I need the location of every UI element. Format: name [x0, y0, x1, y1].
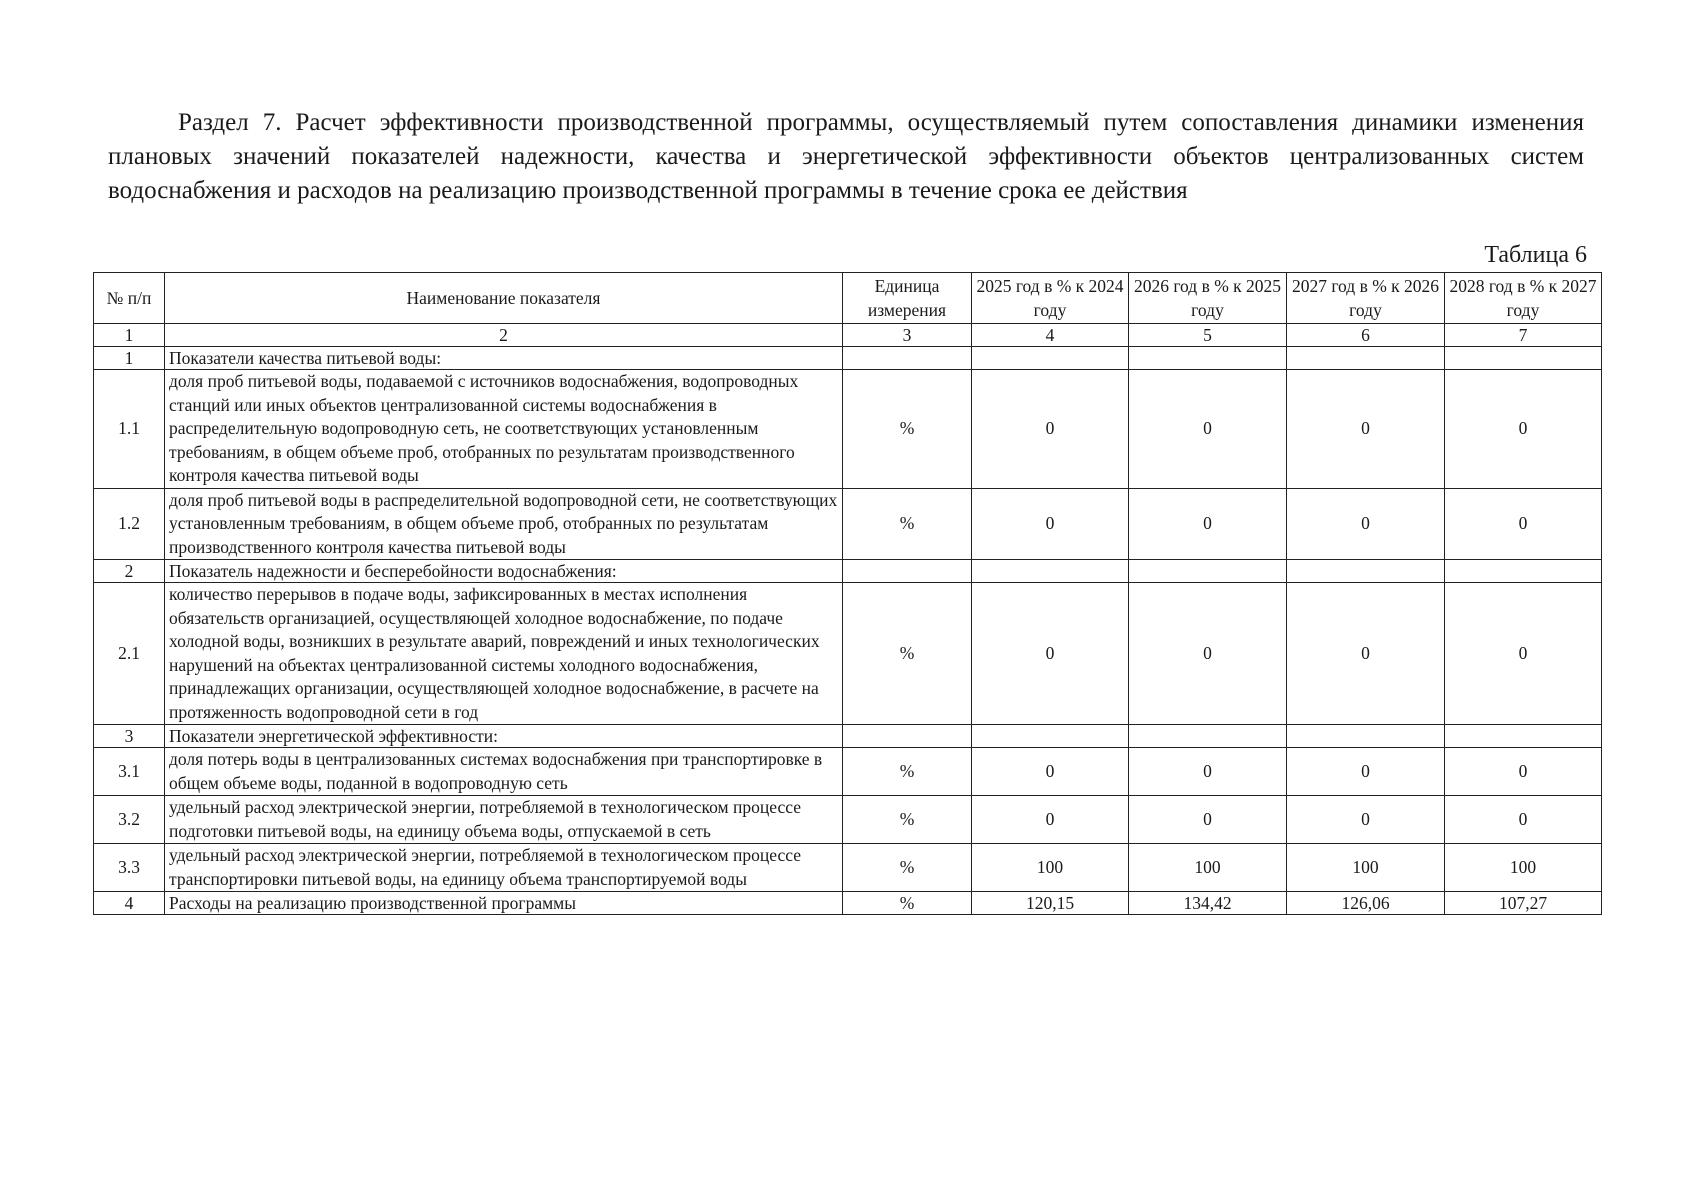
row-value-2026 [1129, 725, 1287, 748]
row-value-2027: 0 [1287, 370, 1445, 489]
row-value-2027 [1287, 725, 1445, 748]
table-header-row [94, 273, 1602, 324]
table-row [94, 488, 1602, 560]
row-indicator-name: доля проб питьевой воды, подаваемой с источников водоснабжения, водопроводных станций или иных объектов централизованной системы водоснабжения в распределительную водопроводную сеть, не соответствующих установленным требованиям, в общем объеме проб, отобранных по результатам производственного контроля качества питьевой воды [165, 370, 843, 489]
table-row [94, 347, 1602, 370]
column-number: 5 [1129, 324, 1287, 347]
row-num: 1.2 [94, 488, 165, 560]
row-value-2028: 0 [1445, 370, 1602, 489]
header-2025: 2025 год в % к 2024 году [972, 273, 1129, 324]
row-indicator-name: удельный расход электрической энергии, потребляемой в технологическом процессе транспортировки питьевой воды, на единицу объема транспортируемой воды [165, 844, 843, 892]
row-value-2028: 0 [1445, 488, 1602, 560]
row-indicator-name: доля потерь воды в централизованных системах водоснабжения при транспортировке в общем объеме воды, поданной в водопроводную сеть [165, 748, 843, 796]
row-value-2027: 100 [1287, 844, 1445, 892]
row-unit: % [843, 844, 972, 892]
row-indicator-name: доля проб питьевой воды в распределительной водопроводной сети, не соответствующих установленным требованиям, в общем объеме проб, отобранных по результатам производственного контроля качества питьевой воды [165, 488, 843, 560]
row-value-2027: 0 [1287, 796, 1445, 844]
table-row [94, 892, 1602, 915]
row-indicator-name: Показатель надежности и бесперебойности водоснабжения: [165, 560, 843, 583]
table-row [94, 583, 1602, 725]
table-row [94, 796, 1602, 844]
header-num: № п/п [94, 273, 165, 324]
row-value-2028: 100 [1445, 844, 1602, 892]
row-num: 3.3 [94, 844, 165, 892]
row-value-2025: 100 [972, 844, 1129, 892]
row-value-2028 [1445, 347, 1602, 370]
row-value-2027: 0 [1287, 583, 1445, 725]
row-value-2027 [1287, 560, 1445, 583]
table-body [94, 324, 1602, 915]
column-number: 4 [972, 324, 1129, 347]
header-2028: 2028 год в % к 2027 году [1445, 273, 1602, 324]
row-value-2026: 134,42 [1129, 892, 1287, 915]
table-row [94, 748, 1602, 796]
row-value-2025 [972, 725, 1129, 748]
row-unit: % [843, 748, 972, 796]
row-value-2026 [1129, 560, 1287, 583]
row-value-2027 [1287, 347, 1445, 370]
table-row [94, 370, 1602, 489]
row-num: 2 [94, 560, 165, 583]
row-unit [843, 347, 972, 370]
column-number: 7 [1445, 324, 1602, 347]
column-number: 2 [165, 324, 843, 347]
row-value-2027: 0 [1287, 748, 1445, 796]
section-heading: Раздел 7. Расчет эффективности производственной программы, осуществляемый путем сопоставления динамики изменения плановых значений показателей надежности, качества и энергетической эффективности объектов централизованных систем водоснабжения и расходов на реализацию производственной программы в течение срока ее действия [108, 109, 1584, 204]
row-value-2025 [972, 560, 1129, 583]
row-value-2026: 0 [1129, 796, 1287, 844]
row-num: 2.1 [94, 583, 165, 725]
row-unit: % [843, 583, 972, 725]
column-number: 3 [843, 324, 972, 347]
row-value-2028: 0 [1445, 583, 1602, 725]
efficiency-table [93, 272, 1602, 915]
row-num: 4 [94, 892, 165, 915]
row-value-2026: 100 [1129, 844, 1287, 892]
column-number: 6 [1287, 324, 1445, 347]
row-unit [843, 560, 972, 583]
row-value-2026: 0 [1129, 370, 1287, 489]
row-indicator-name: количество перерывов в подаче воды, зафиксированных в местах исполнения обязательств организацией, осуществляющей холодное водоснабжение, по подаче холодной воды, возникших в результате аварий, повреждений и иных технологических нарушений на объектах централизованной системы холодного водоснабжения, принадлежащих организации, осуществляющей холодное водоснабжение, в расчете на протяженность водопроводной сети в год [165, 583, 843, 725]
row-value-2025: 120,15 [972, 892, 1129, 915]
row-value-2025 [972, 347, 1129, 370]
row-indicator-name: Показатели энергетической эффективности: [165, 725, 843, 748]
row-value-2028 [1445, 725, 1602, 748]
row-unit [843, 725, 972, 748]
row-unit: % [843, 488, 972, 560]
row-num: 3.2 [94, 796, 165, 844]
row-num: 1 [94, 347, 165, 370]
table-row [94, 844, 1602, 892]
row-value-2026: 0 [1129, 488, 1287, 560]
header-2026: 2026 год в % к 2025 году [1129, 273, 1287, 324]
row-value-2028: 0 [1445, 748, 1602, 796]
row-value-2028: 0 [1445, 796, 1602, 844]
header-name: Наименование показателя [165, 273, 843, 324]
row-value-2026: 0 [1129, 748, 1287, 796]
row-indicator-name: удельный расход электрической энергии, потребляемой в технологическом процессе подготовки питьевой воды, на единицу объема воды, отпускаемой в сеть [165, 796, 843, 844]
row-value-2028: 107,27 [1445, 892, 1602, 915]
row-value-2025: 0 [972, 796, 1129, 844]
row-value-2026 [1129, 347, 1287, 370]
table-row [94, 725, 1602, 748]
row-unit: % [843, 796, 972, 844]
row-value-2028 [1445, 560, 1602, 583]
header-2027: 2027 год в % к 2026 году [1287, 273, 1445, 324]
row-value-2025: 0 [972, 488, 1129, 560]
column-number-row [94, 324, 1602, 347]
row-unit: % [843, 370, 972, 489]
row-value-2025: 0 [972, 370, 1129, 489]
row-value-2026: 0 [1129, 583, 1287, 725]
row-num: 3 [94, 725, 165, 748]
row-value-2027: 126,06 [1287, 892, 1445, 915]
row-value-2027: 0 [1287, 488, 1445, 560]
row-num: 1.1 [94, 370, 165, 489]
table-row [94, 560, 1602, 583]
row-unit: % [843, 892, 972, 915]
row-indicator-name: Показатели качества питьевой воды: [165, 347, 843, 370]
header-unit: Единица измерения [843, 273, 972, 324]
row-num: 3.1 [94, 748, 165, 796]
column-number: 1 [94, 324, 165, 347]
row-value-2025: 0 [972, 583, 1129, 725]
row-indicator-name: Расходы на реализацию производственной программы [165, 892, 843, 915]
row-value-2025: 0 [972, 748, 1129, 796]
table-caption: Таблица 6 [1484, 242, 1587, 268]
